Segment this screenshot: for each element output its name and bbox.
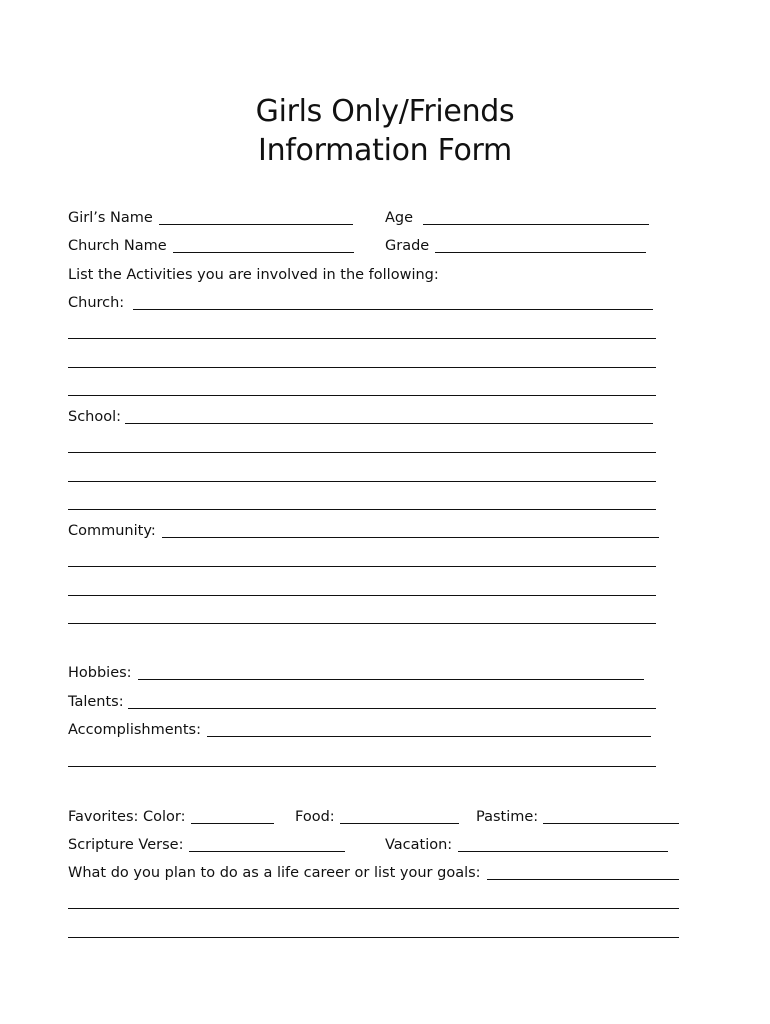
- school-activities-line-4[interactable]: [68, 509, 656, 510]
- church-name-row: [68, 234, 354, 256]
- church-activities-line-2[interactable]: [68, 338, 656, 339]
- favorites-color-label: Favorites: Color:: [68, 809, 186, 825]
- vacation-field[interactable]: [458, 850, 668, 852]
- church-name-field[interactable]: [173, 251, 354, 253]
- food-label: Food:: [295, 809, 335, 825]
- church-activities-field[interactable]: [133, 308, 653, 310]
- hobbies-label: Hobbies:: [68, 665, 132, 681]
- activities-prompt: List the Activities you are involved in the following:: [68, 267, 439, 283]
- church-name-label: Church Name: [68, 238, 167, 254]
- community-activities-line-4[interactable]: [68, 623, 656, 624]
- scripture-field[interactable]: [189, 850, 345, 852]
- school-activities-line-3[interactable]: [68, 481, 656, 482]
- accomplishments-line-2[interactable]: [68, 766, 656, 767]
- accomplishments-row: [68, 718, 651, 740]
- hobbies-field[interactable]: [138, 678, 644, 680]
- church-activities-row: [68, 291, 653, 313]
- community-label: Community:: [68, 523, 156, 539]
- pastime-field[interactable]: [543, 822, 679, 824]
- career-line-2[interactable]: [68, 908, 679, 909]
- favorites-pastime-row: [476, 805, 679, 827]
- girls-name-row: [68, 206, 353, 228]
- talents-field[interactable]: [128, 707, 656, 709]
- favorites-color-row: [68, 805, 274, 827]
- career-row: [68, 861, 679, 883]
- grade-field[interactable]: [435, 251, 646, 253]
- favorites-food-row: [295, 805, 459, 827]
- career-label: What do you plan to do as a life career or list your goals:: [68, 865, 481, 881]
- career-line-3[interactable]: [68, 937, 679, 938]
- accomplishments-field[interactable]: [207, 735, 651, 737]
- church-activities-line-3[interactable]: [68, 367, 656, 368]
- school-activities-field[interactable]: [125, 422, 653, 424]
- community-activities-field[interactable]: [162, 536, 659, 538]
- community-activities-line-3[interactable]: [68, 595, 656, 596]
- age-row: [385, 206, 649, 228]
- scripture-label: Scripture Verse:: [68, 837, 184, 853]
- girls-name-field[interactable]: [159, 223, 353, 225]
- age-label: Age: [385, 210, 414, 226]
- form-title-line1: Girls Only/Friends: [255, 94, 515, 129]
- school-label: School:: [68, 409, 122, 425]
- vacation-row: [385, 833, 668, 855]
- school-activities-row: [68, 405, 653, 427]
- accomplishments-label: Accomplishments:: [68, 722, 201, 738]
- hobbies-row: [68, 661, 644, 683]
- community-activities-line-2[interactable]: [68, 566, 656, 567]
- scripture-row: [68, 833, 345, 855]
- talents-row: [68, 690, 656, 712]
- pastime-label: Pastime:: [476, 809, 539, 825]
- favorites-color-field[interactable]: [191, 822, 274, 824]
- career-field[interactable]: [487, 878, 679, 880]
- girls-name-label: Girl’s Name: [68, 210, 153, 226]
- vacation-label: Vacation:: [385, 837, 453, 853]
- church-label: Church:: [68, 295, 125, 311]
- community-activities-row: [68, 519, 659, 541]
- school-activities-line-2[interactable]: [68, 452, 656, 453]
- grade-row: [385, 234, 646, 256]
- church-activities-line-4[interactable]: [68, 395, 656, 396]
- food-field[interactable]: [340, 822, 459, 824]
- form-title-line2: Information Form: [258, 133, 512, 168]
- grade-label: Grade: [385, 238, 430, 254]
- talents-label: Talents:: [68, 694, 124, 710]
- age-field[interactable]: [423, 223, 649, 225]
